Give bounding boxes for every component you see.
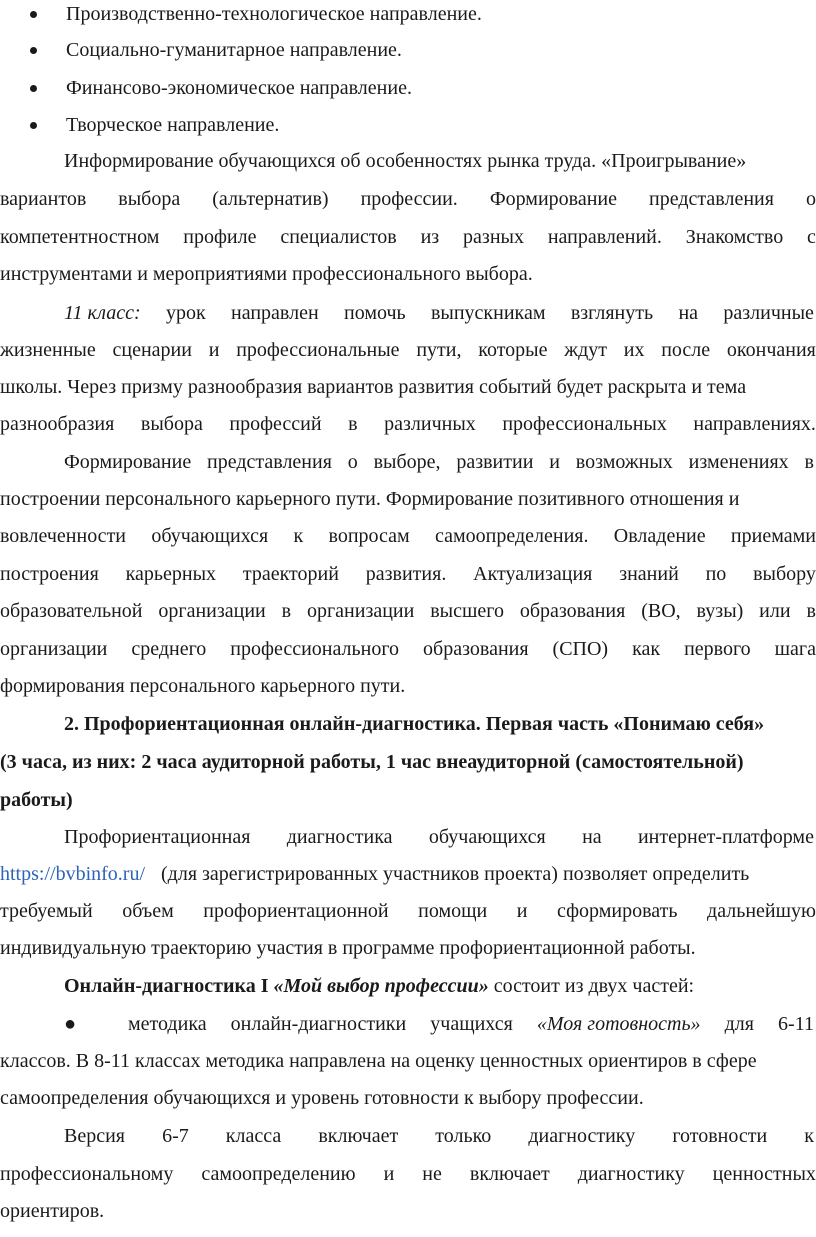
paragraph-line: требуемый объем профориентационной помощи и сформировать дальнейшую — [0, 900, 816, 922]
paragraph-line: Формирование представления о выборе, развитии и возможных изменениях в — [64, 451, 814, 473]
paragraph-line: индивидуальную траекторию участия в программе профориентационной работы. — [0, 937, 696, 959]
paragraph-line: вариантов выбора (альтернатив) профессии. Формирование представления о — [0, 188, 816, 210]
paragraph-line: ● методика онлайн-диагностики учащихся «Моя готовность» для 6-11 — [0, 1006, 816, 1042]
paragraph-line: построении персонального карьерного пути. Формирование позитивного отношения и — [0, 488, 740, 510]
list-item — [0, 0, 816, 32]
paragraph-line: 11 класс: урок направлен помочь выпускникам взглянуть на различные — [64, 295, 814, 331]
list-item — [0, 32, 816, 68]
section-heading: 2. Профориентационная онлайн-диагностика. Первая часть «Понимаю себя» — [64, 713, 765, 735]
paragraph-line: Профориентационная диагностика обучающихся на интернет-платформе — [64, 826, 814, 848]
list-item-text: Творческое направление. — [66, 114, 280, 136]
bullet-icon — [30, 122, 37, 129]
bullet-icon — [30, 85, 37, 92]
paragraph-line: школы. Через призму разнообразия вариантов развития событий будет раскрыта и тема — [0, 376, 747, 398]
paragraph-line: Онлайн-диагностика I «Мой выбор профессии» состоит из двух частей: — [64, 975, 695, 997]
list-item-text: Производственно-технологическое направление. — [66, 3, 482, 25]
paragraph-line: самоопределения обучающихся и уровень готовности к выбору профессии. — [0, 1087, 644, 1109]
paragraph-line: построения карьерных траекторий развития. Актуализация знаний по выбору — [0, 563, 816, 585]
bullet-icon — [30, 11, 37, 18]
paragraph-line: образовательной организации в организации высшего образования (ВО, вузы) или в — [0, 600, 816, 622]
paragraph-line: жизненные сценарии и профессиональные пути, которые ждут их после окончания — [0, 339, 816, 361]
paragraph-line: https://bvbinfo.ru/ (для зарегистрированных участников проекта) позволяет определить — [0, 863, 750, 885]
list-item — [0, 107, 816, 143]
list-item-text: Финансово-экономическое направление. — [66, 77, 412, 99]
paragraph-line: инструментами и мероприятиями профессионального выбора. — [0, 263, 533, 285]
paragraph-line: вовлеченности обучающихся к вопросам самоопределения. Овладение приемами — [0, 525, 816, 547]
bullet-icon — [30, 47, 37, 54]
paragraph-line: классов. В 8-11 классах методика направлена на оценку ценностных ориентиров в сфере — [0, 1050, 757, 1072]
paragraph-line: формирования персонального карьерного пути. — [0, 675, 406, 697]
paragraph-line: ориентиров. — [0, 1200, 105, 1222]
bullet-icon: ● — [64, 1013, 77, 1035]
paragraph-line: профессиональному самоопределению и не включает диагностику ценностных — [0, 1163, 816, 1185]
list-item-text: Социально-гуманитарное направление. — [66, 39, 402, 61]
grade-label: 11 класс: — [64, 302, 141, 324]
paragraph-line: компетентностном профиле специалистов из разных направлений. Знакомство с — [0, 226, 816, 248]
paragraph-line: Информирование обучающихся об особенностях рынка труда. «Проигрывание» — [64, 150, 747, 172]
paragraph-line: организации среднего профессионального образования (СПО) как первого шага — [0, 638, 816, 660]
paragraph-line: разнообразия выбора профессий в различных профессиональных направлениях. — [0, 413, 816, 435]
paragraph-line: Версия 6-7 класса включает только диагностику готовности к — [64, 1125, 814, 1147]
bvbinfo-link[interactable]: https://bvbinfo.ru/ — [0, 863, 145, 885]
list-item — [0, 70, 816, 106]
section-heading: (3 часа, из них: 2 часа аудиторной работы, 1 час внеаудиторной (самостоятельной) — [0, 751, 744, 773]
section-heading: работы) — [0, 789, 73, 811]
